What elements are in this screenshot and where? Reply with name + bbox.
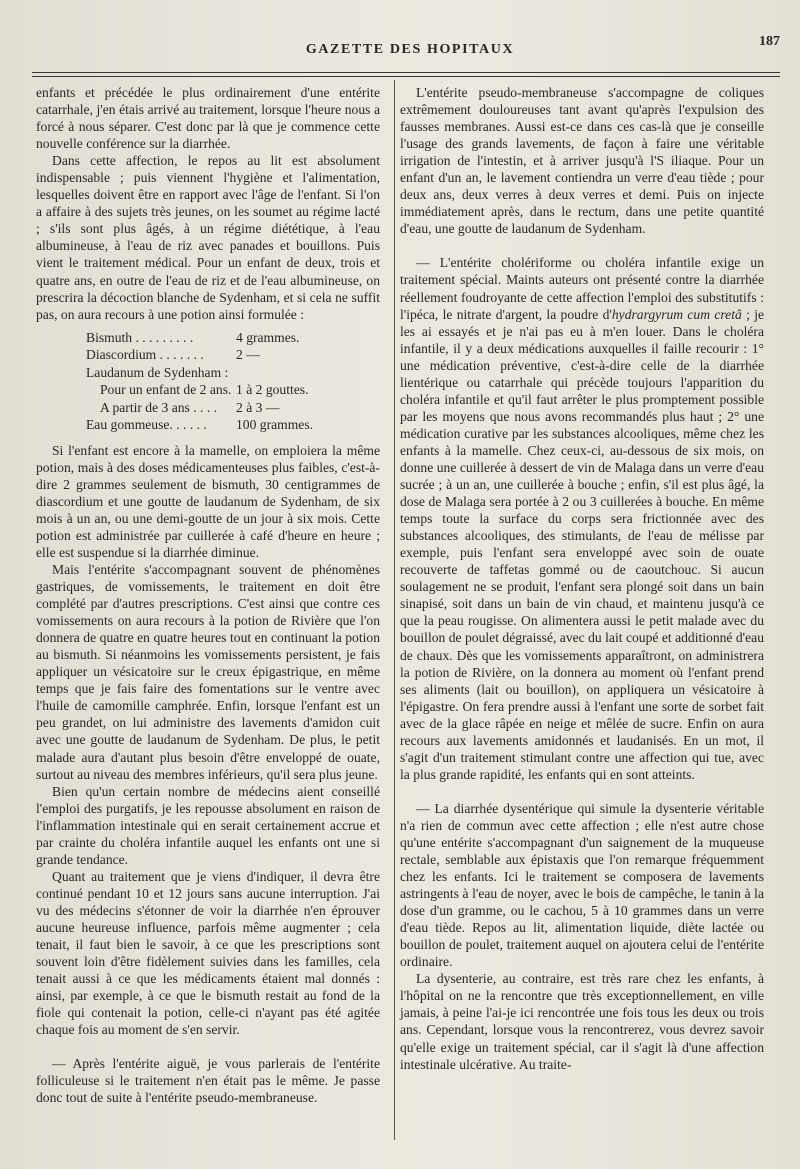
header-rule-top (32, 72, 780, 73)
paragraph: Quant au traitement que je viens d'indiquer, il devra être continué pendant 10 et 12 jours sans aucune interruption. J'ai vu des médecins s'étonner de voir la diarrhée n'en éprouver aucune heureuse influence, parfois même augmenter ; cela tenait, il faut bien le savoir, à ce que les prescriptions sont souvent loin d'être fidèlement suivies dans les familles, cela tenait aussi à ce que les médicaments étaient mal donnés : ainsi, par exemple, à ce que le bismuth restait au fond de la fiole qui contenait la potion, celle-ci n'ayant pas été agitée chaque fois au moment de s'en servir. (36, 868, 380, 1038)
prescription-line (86, 329, 380, 347)
paragraph: La dysenterie, au contraire, est très rare chez les enfants, à l'hôpital on ne la rencontre que très exceptionnellement, en ville jamais, à peine l'ai-je ici rencontrée une fois tous les deux ou trois ans. Cependant, lorsque vous la rencontrerez, vous devrez savoir qu'elle exige un traitement spécial, car il s'agit là d'une affection intestinale ulcérative. Au traite- (400, 971, 764, 1072)
running-title: GAZETTE DES HOPITAUX (305, 42, 515, 57)
paragraph: Si l'enfant est encore à la mamelle, on emploiera la même potion, mais à des doses médicamenteuses plus faibles, c'est-à-dire 2 grammes seulement de bismuth, 30 centigrammes de diascordium et une goutte de laudanum de Sydenham, de six mois à un an, ou une demi-goutte de un jour à six mois. Cette potion est administrée par cuillerée à café d'heure en heure ; elle est suspendue si la diarrhée diminue. (36, 442, 380, 560)
ingredient-dose: 100 grammes. (236, 417, 314, 433)
ingredient-name: Eau gommeuse. . . . . . (86, 417, 207, 433)
ingredient-name: Pour un enfant de 2 ans. (100, 382, 232, 398)
page-number: 187 (759, 34, 780, 49)
prescription-line (86, 346, 380, 364)
paragraph: — La diarrhée dysentérique qui simule la dysenterie véritable n'a rien de commun avec cette affection ; elle n'est autre chose qu'une entérite s'accompagnant d'un saignement de la muqueuse rectale, semblable aux épistaxis que l'on remarque fréquemment chez les enfants. Ici le traitement se composera de lavements astringents à l'eau de noyer, avec le bois de campêche, le tanin à la dose d'un gramme, ou le cachou, 5 à 10 grammes dans un verre d'eau tiède. Repos au lit, alimentation liquide, diète lactée ou bouillon de poulet, traitement auquel on ajoutera celui de l'entérite ordinaire. (400, 800, 764, 970)
paragraph: enfants et précédée le plus ordinairement d'une entérite catarrhale, j'en étais arrivé au traitement, lorsque l'heure nous a forcé à nous séparer. C'est donc par là que je commence cette nouvelle conférence sur la diarrhée. (36, 85, 380, 152)
right-column (400, 84, 764, 1073)
ingredient-dose: 2 — (236, 347, 260, 363)
ingredient-dose: 2 à 3 — (236, 399, 280, 415)
paragraph: Dans cette affection, le repos au lit est absolument indispensable ; puis viennent l'hygiène et l'alimentation, lesquelles doivent être en rapport avec l'âge de l'enfant. Si l'on a affaire à des sujets très jeunes, on les soumet au régime lacté ; s'ils sont plus âgés, à un régime diététique, à l'eau albumineuse, à l'eau de riz avec panades et bouillons. Puis vient le traitement médical. Pour un enfant de deux, trois et quatre ans, en outre de l'eau de riz et de l'eau albumineuse, on prescrira la décoction blanche de Sydenham, et si cela ne suffit pas, on aura recours à une potion ainsi formulée : (36, 153, 380, 322)
ingredient-name: Bismuth . . . . . . . . . (86, 329, 194, 345)
paragraph: L'entérite pseudo-membraneuse s'accompagne de coliques extrêmement douloureuses tant avant qu'après l'expulsion des fausses membranes. Aussi est-ce dans ces cas-là que je conseille l'usage des grands lavements, de façon à faire une véritable irrigation de l'intestin, et à arriver jusqu'à l'S iliaque. Pour un enfant d'un an, le lavement contiendra un verre d'eau tiède ; pour deux ans, deux verres à deux verres et demi. Puis on injecte immédiatement après, dans le rectum, dans une petite quantité d'eau, une goutte de laudanum de Sydenham. (400, 85, 764, 237)
ingredient-name: Laudanum de Sydenham : (86, 364, 229, 380)
prescription-line (86, 381, 380, 399)
prescription-line (86, 416, 380, 434)
prescription-line (86, 399, 380, 417)
ingredient-name: A partir de 3 ans . . . . (100, 399, 218, 415)
ingredient-dose: 4 grammes. (236, 329, 300, 345)
paragraph: — Après l'entérite aiguë, je vous parlerais de l'entérite folliculeuse si le traitement n'en était pas le même. Je passe donc tout de suite à l'entérite pseudo-membraneuse. (36, 1056, 380, 1106)
prescription-line (86, 364, 380, 382)
ingredient-dose: 1 à 2 gouttes. (236, 382, 309, 398)
latin-term: hydrargyrum cum cretâ (611, 306, 742, 322)
header-rule-bottom (32, 76, 780, 77)
paragraph-text: — L'entérite cholériforme ou choléra infantile exige un traitement spécial. Maints auteurs ont présenté contre la diarrhée réellement foudroyante de cette affection l'emploi des substitutifs : l'ipéca, le nitrate d'argent, la poudre d' (400, 255, 764, 322)
paragraph: Mais l'entérite s'accompagnant souvent de phénomènes gastriques, de vomissements, le traitement en doit être complété par d'autres prescriptions. C'est ainsi que contre ces vomissements on aura recours à la potion de Rivière que l'on donnera de quatre en quatre heures tout en continuant la potion au bismuth. Si néanmoins les vomissements persistent, je fais appliquer un vésicatoire sur le creux épigastrique, en même temps que je fais faire des fomentations sur le ventre avec l'huile de camomille camphrée. Enfin, lorsque l'enfant est un peu grandet, on lui administre des lavements d'amidon cuit avec une goutte de laudanum de Sydenham. De plus, le petit malade aura d'autant plus besoin d'être enveloppé de ouate, surtout au niveau des membres inférieurs, qu'il sera plus jeune. (36, 561, 380, 782)
left-column (36, 84, 380, 1106)
page-header (40, 34, 780, 62)
prescription-formula (86, 329, 380, 434)
paragraph-text: ; je les ai essayés et je n'ai pas eu à m'en louer. Dans le choléra infantile, il y a deux médications auxquelles il faille recourir : 1° une médication préventive, c'est-à-dire celle de la diarrhée lientérique ou catarrhale qui précède toujours l'apparition du choléra infantile et qu'il faut arrêter le plus promptement possible par les moyens que nous avons recommandés plus haut ; 2° une médication curative par les substances alcooliques, même chez les enfants à la mamelle. Chez ceux-ci, au-dessous de six mois, on donne une cuillerée à dessert de vin de Malaga dans un verre d'eau sucrée ; à un an, une cuillerée à bouche ; enfin, s'il est plus âgé, la dose de Malaga sera portée à 2 ou 3 cuillerées à bouche. En même temps toute la surface du corps sera frictionnée avec des substances alcooliques, des stimulants, de l'eau de mélisse par exemple, puis l'enfant sera enveloppé avec soin de ouate recouverte de taffetas gommé ou de caoutchouc. Si aucun soulagement ne se produit, l'enfant sera plongé soit dans un bain sinapisé, soit dans un bain de vin chaud, et maintenu jusqu'à ce que la peau rougisse. On alimentera aussi le petit malade avec du bouillon de poulet dégraissé, avec du lait coupé et additionné d'eau de chaux. Dès que les vomissements apparaîtront, on administrera la potion de Rivière, on la donnera au moment où l'enfant prend ses aliments (lait ou bouillon), on appliquera un vésicatoire à l'épigastre. On fera prendre aussi à l'enfant une sorte de sorbet fait avec de la glace râpée en neige et mêlée de sucre. Enfin on aura recours aux lavements amidonnés et laudanisés. En un mot, il s'agit d'un traitement stimulant contre une affection qui tue, avec la plus grande rapidité, les enfants qui en sont atteints. (400, 306, 765, 782)
ingredient-name: Diascordium . . . . . . . (86, 347, 204, 363)
paragraph (400, 254, 764, 782)
paragraph: Bien qu'un certain nombre de médecins aient conseillé l'emploi des purgatifs, je les repousse absolument en raison de l'inflammation intestinale qui en serait certainement accrue et par crainte du choléra infantile auquel les enfants ont une si grande tendance. (36, 783, 380, 867)
column-divider (394, 80, 395, 1140)
